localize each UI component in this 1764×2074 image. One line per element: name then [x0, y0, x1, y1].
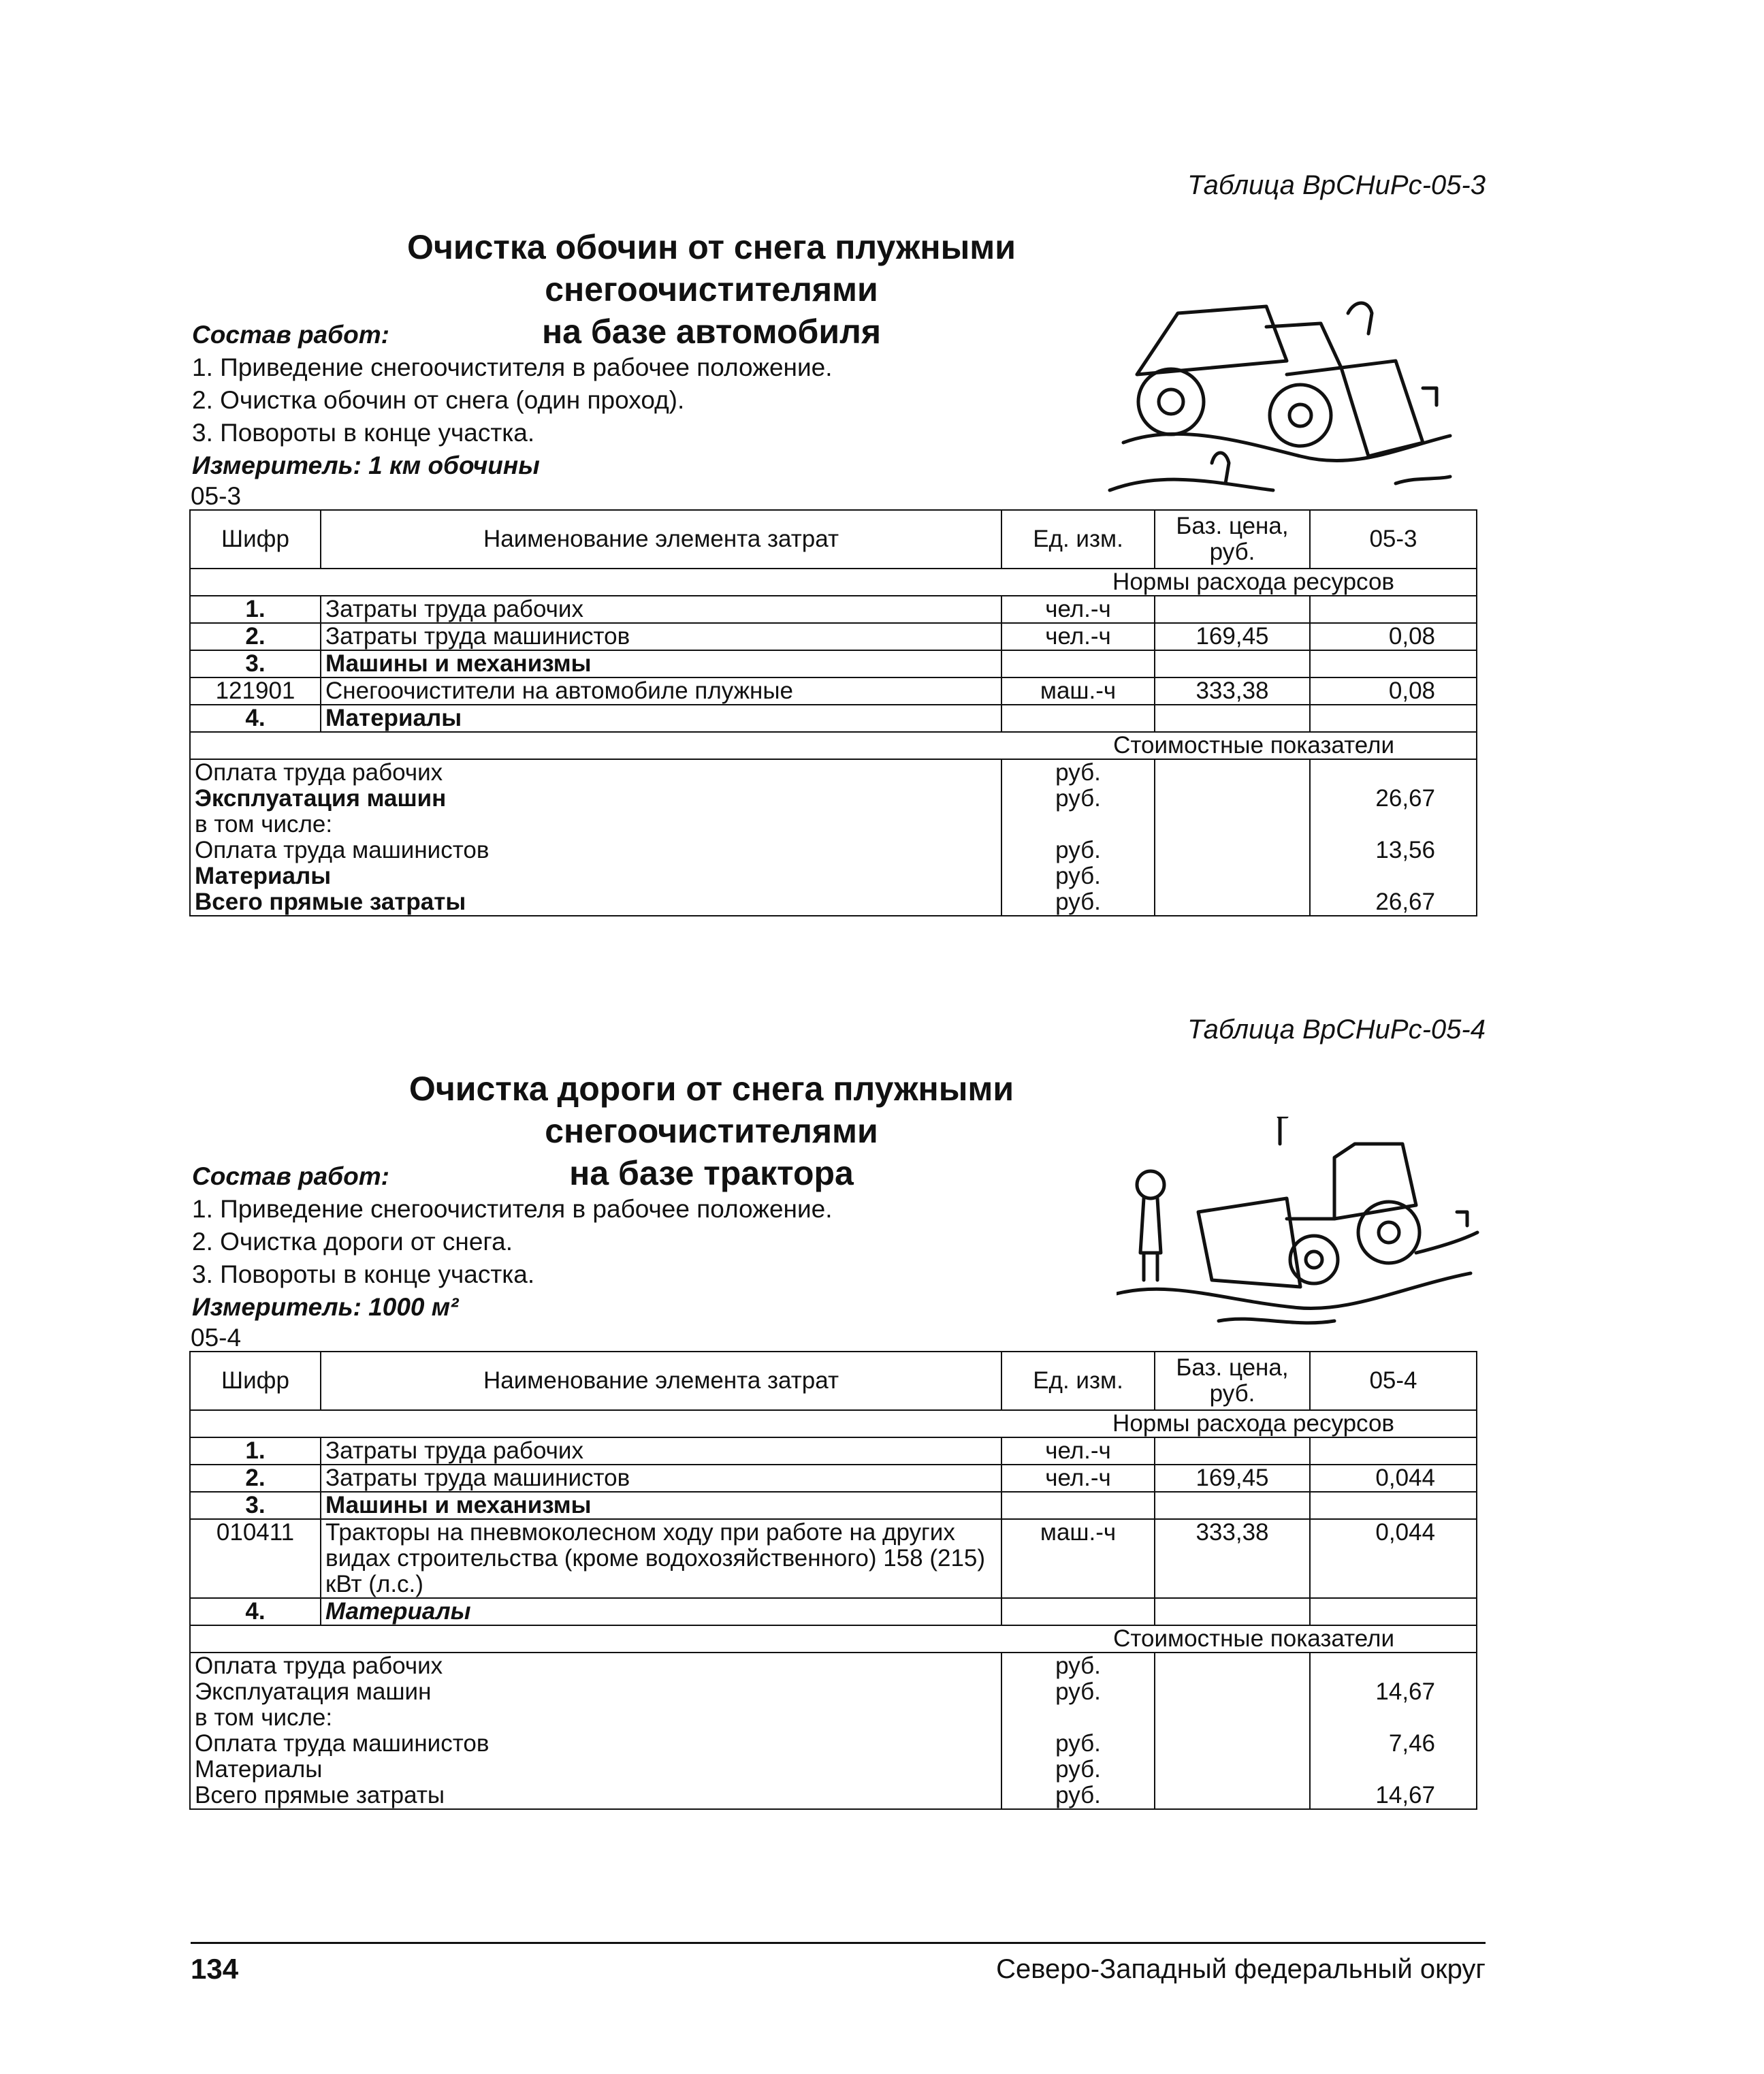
cost-unit [1001, 1705, 1155, 1731]
cost-unit: руб. [1001, 1783, 1155, 1809]
cost-row [190, 1731, 1477, 1757]
cost-name: в том числе: [190, 1705, 1001, 1731]
row-cipher: 3. [190, 1492, 321, 1519]
norms-heading: Нормы расхода ресурсов [190, 1410, 1477, 1437]
table-row [190, 1465, 1477, 1492]
cost-name: Оплата труда рабочих [190, 759, 1001, 786]
row-value: 0,044 [1310, 1465, 1477, 1492]
cost-empty [1155, 889, 1310, 916]
table-code: 05-4 [191, 1324, 242, 1352]
cost-name: Оплата труда машинистов [190, 1731, 1001, 1757]
row-unit [1001, 705, 1155, 732]
table-row [190, 650, 1477, 677]
footer-region: Северо-Западный федеральный округ [996, 1954, 1486, 1984]
row-value [1310, 650, 1477, 677]
row-cipher: 3. [190, 650, 321, 677]
row-cipher: 121901 [190, 677, 321, 705]
cost-value: 7,46 [1310, 1731, 1477, 1757]
works-list [192, 319, 833, 482]
cost-value: 14,67 [1310, 1679, 1477, 1705]
title-line: на базе трактора [569, 1154, 854, 1192]
cost-value [1310, 1757, 1477, 1783]
row-name: Машины и механизмы [321, 650, 1001, 677]
cost-empty [1155, 1757, 1310, 1783]
row-cipher: 010411 [190, 1519, 321, 1598]
cost-unit: руб. [1001, 863, 1155, 889]
cost-unit: руб. [1001, 1679, 1155, 1705]
cost-empty [1155, 1653, 1310, 1679]
table-row [190, 1598, 1477, 1625]
header-price: Баз. цена, руб. [1155, 510, 1310, 569]
table-row [190, 1492, 1477, 1519]
cost-unit: руб. [1001, 759, 1155, 786]
norms-heading-row [190, 569, 1477, 596]
cost-empty [1155, 812, 1310, 837]
cost-unit: руб. [1001, 1757, 1155, 1783]
row-unit: чел.-ч [1001, 1465, 1155, 1492]
table-tag: Таблица ВрСНиРс-05-4 [1187, 1015, 1486, 1044]
cost-name: Эксплуатация машин [190, 1679, 1001, 1705]
row-price [1155, 705, 1310, 732]
header-cipher: Шифр [190, 1352, 321, 1410]
measure: Измеритель: 1000 м² [192, 1293, 459, 1321]
table-tag: Таблица ВрСНиРс-05-3 [1187, 170, 1486, 200]
cost-row [190, 837, 1477, 863]
page-number: 134 [191, 1953, 239, 1985]
cost-empty [1155, 759, 1310, 786]
row-name: Машины и механизмы [321, 1492, 1001, 1519]
cost-row [190, 786, 1477, 812]
table-row [190, 623, 1477, 650]
row-value [1310, 705, 1477, 732]
row-value: 0,08 [1310, 677, 1477, 705]
header-code: 05-4 [1310, 1352, 1477, 1410]
cost-value: 26,67 [1310, 889, 1477, 916]
cost-value: 13,56 [1310, 837, 1477, 863]
row-unit: чел.-ч [1001, 596, 1155, 623]
header-price: Баз. цена, руб. [1155, 1352, 1310, 1410]
row-price [1155, 1492, 1310, 1519]
cost-heading-row [190, 1625, 1477, 1653]
header-code: 05-3 [1310, 510, 1477, 569]
cost-row [190, 1679, 1477, 1705]
row-price: 333,38 [1155, 1519, 1310, 1598]
cost-unit: руб. [1001, 1731, 1155, 1757]
row-cipher: 4. [190, 705, 321, 732]
resource-table [189, 1351, 1477, 1810]
cost-row [190, 1783, 1477, 1809]
row-price [1155, 596, 1310, 623]
header-unit: Ед. изм. [1001, 1352, 1155, 1410]
cost-empty [1155, 863, 1310, 889]
measure: Измеритель: 1 км обочины [192, 451, 540, 479]
cost-name: Эксплуатация машин [190, 786, 1001, 812]
row-value [1310, 1492, 1477, 1519]
row-name: Затраты труда машинистов [321, 1465, 1001, 1492]
row-unit: чел.-ч [1001, 623, 1155, 650]
row-price [1155, 1598, 1310, 1625]
cost-value: 14,67 [1310, 1783, 1477, 1809]
cost-empty [1155, 1679, 1310, 1705]
cost-name: Всего прямые затраты [190, 1783, 1001, 1809]
row-cipher: 1. [190, 1437, 321, 1465]
resource-table [189, 509, 1477, 916]
work-item: 3. Повороты в конце участка. [192, 419, 535, 447]
row-name: Снегоочистители на автомобиле плужные [321, 677, 1001, 705]
cost-empty [1155, 837, 1310, 863]
cost-name: Материалы [190, 863, 1001, 889]
cost-row [190, 1653, 1477, 1679]
cost-heading-row [190, 732, 1477, 759]
snowplow-truck-illustration [1096, 286, 1464, 504]
cost-empty [1155, 1705, 1310, 1731]
table-code: 05-3 [191, 482, 242, 510]
row-name: Затраты труда рабочих [321, 1437, 1001, 1465]
table-row [190, 1519, 1477, 1598]
row-price [1155, 1437, 1310, 1465]
cost-unit: руб. [1001, 786, 1155, 812]
cost-row [190, 1705, 1477, 1731]
table-header-row [190, 510, 1477, 569]
row-price: 169,45 [1155, 623, 1310, 650]
row-price: 169,45 [1155, 1465, 1310, 1492]
row-price: 333,38 [1155, 677, 1310, 705]
row-value: 0,08 [1310, 623, 1477, 650]
cost-unit [1001, 812, 1155, 837]
cost-heading: Стоимостные показатели [190, 732, 1477, 759]
row-name: Материалы [321, 1598, 1001, 1625]
row-unit [1001, 1598, 1155, 1625]
row-unit: маш.-ч [1001, 1519, 1155, 1598]
row-value [1310, 1598, 1477, 1625]
title-line: Очистка дороги от снега плужными снегоочистителями [408, 1070, 1014, 1150]
header-unit: Ед. изм. [1001, 510, 1155, 569]
cost-value [1310, 812, 1477, 837]
table-row [190, 705, 1477, 732]
cost-row [190, 863, 1477, 889]
cost-value [1310, 1705, 1477, 1731]
header-name: Наименование элемента затрат [321, 510, 1001, 569]
row-name: Материалы [321, 705, 1001, 732]
row-value [1310, 596, 1477, 623]
cost-name: в том числе: [190, 812, 1001, 837]
cost-heading: Стоимостные показатели [190, 1625, 1477, 1653]
cost-value: 26,67 [1310, 786, 1477, 812]
cost-empty [1155, 1731, 1310, 1757]
table-row [190, 596, 1477, 623]
footer-divider [191, 1942, 1486, 1944]
row-unit [1001, 1492, 1155, 1519]
works-list [192, 1160, 833, 1324]
row-unit: маш.-ч [1001, 677, 1155, 705]
cost-empty [1155, 786, 1310, 812]
cost-value [1310, 1653, 1477, 1679]
row-price [1155, 650, 1310, 677]
cost-name: Материалы [190, 1757, 1001, 1783]
row-cipher: 4. [190, 1598, 321, 1625]
row-cipher: 2. [190, 1465, 321, 1492]
row-cipher: 1. [190, 596, 321, 623]
cost-name: Оплата труда рабочих [190, 1653, 1001, 1679]
works-heading: Состав работ: [192, 1162, 389, 1190]
row-unit [1001, 650, 1155, 677]
norms-heading-row [190, 1410, 1477, 1437]
title-line: на базе автомобиля [541, 313, 882, 351]
row-name: Тракторы на пневмоколесном ходу при работе на других видах строительства (кроме водохозяйственного) 158 (215) кВт (л.с.) [321, 1519, 1001, 1598]
snowplow-tractor-illustration [1117, 1117, 1484, 1341]
cost-name: Всего прямые затраты [190, 889, 1001, 916]
table-row [190, 677, 1477, 705]
row-cipher: 2. [190, 623, 321, 650]
work-item: 2. Очистка дороги от снега. [192, 1228, 513, 1256]
row-unit: чел.-ч [1001, 1437, 1155, 1465]
cost-value [1310, 759, 1477, 786]
header-name: Наименование элемента затрат [321, 1352, 1001, 1410]
work-item: 2. Очистка обочин от снега (один проход). [192, 386, 685, 414]
cost-row [190, 812, 1477, 837]
table-header-row [190, 1352, 1477, 1410]
cost-value [1310, 863, 1477, 889]
work-item: 3. Повороты в конце участка. [192, 1260, 535, 1288]
work-item: 1. Приведение снегоочистителя в рабочее положение. [192, 1195, 833, 1223]
row-name: Затраты труда рабочих [321, 596, 1001, 623]
norms-heading: Нормы расхода ресурсов [190, 569, 1477, 596]
row-value: 0,044 [1310, 1519, 1477, 1598]
works-heading: Состав работ: [192, 321, 389, 349]
cost-row [190, 759, 1477, 786]
row-name: Затраты труда машинистов [321, 623, 1001, 650]
row-value [1310, 1437, 1477, 1465]
table-row [190, 1437, 1477, 1465]
cost-unit: руб. [1001, 837, 1155, 863]
title-line: Очистка обочин от снега плужными снегоочистителями [406, 228, 1016, 308]
cost-empty [1155, 1783, 1310, 1809]
header-cipher: Шифр [190, 510, 321, 569]
cost-row [190, 889, 1477, 916]
cost-row [190, 1757, 1477, 1783]
cost-unit: руб. [1001, 889, 1155, 916]
cost-unit: руб. [1001, 1653, 1155, 1679]
cost-name: Оплата труда машинистов [190, 837, 1001, 863]
work-item: 1. Приведение снегоочистителя в рабочее положение. [192, 353, 833, 381]
